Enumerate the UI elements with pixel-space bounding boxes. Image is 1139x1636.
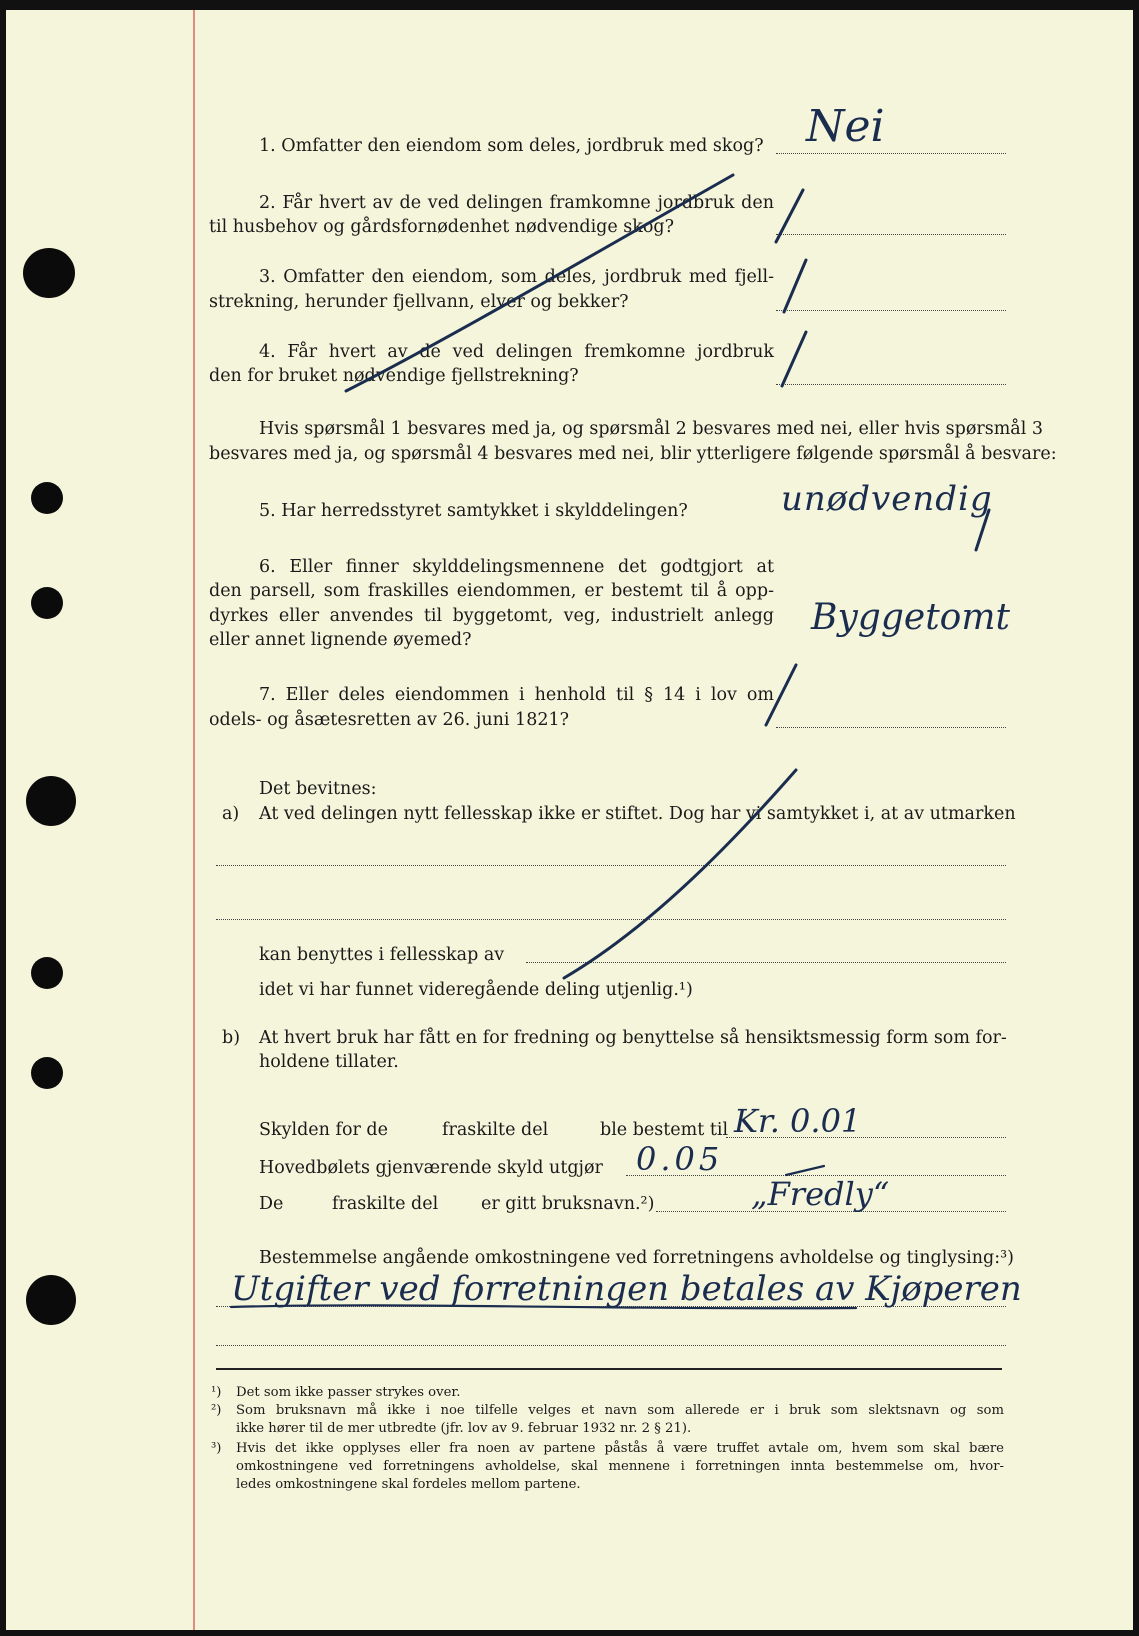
hoved-value: 0.05: [636, 1140, 724, 1178]
question-6-line-3: dyrkes eller anvendes til byggetomt, veg, industrielt anlegg: [209, 606, 774, 626]
punch-hole: [23, 248, 75, 298]
bestemmelse-label: Bestemmelse angående omkostningene ved forretningens avholdelse og tinglysing:³): [259, 1248, 1014, 1268]
question-3-line-1: 3. Omfatter den eiendom, som deles, jordbruk med fjell-: [259, 267, 774, 287]
instruction-line-2: besvares med ja, og spørsmål 4 besvares med nei, blir ytterligere følgende spørsmål å besvare:: [209, 444, 1057, 464]
check-mark-q3: [784, 260, 806, 312]
question-7-line-2: odels- og åsætesretten av 26. juni 1821?: [209, 710, 569, 730]
question-6-line-2: den parsell, som fraskilles eiendommen, er bestemt til å opp-: [209, 581, 774, 601]
footnote-2-line-2: ikke hører til de mer utbredte (jfr. lov av 9. februar 1932 nr. 2 § 21).: [236, 1421, 692, 1436]
footnote-rule: [216, 1368, 1002, 1370]
handwritten-answer-6: Byggetomt: [811, 597, 1010, 638]
attest-b-line-2: holdene tillater.: [259, 1052, 399, 1072]
navn-label-1: De: [259, 1194, 284, 1214]
question-2-line-2: til husbehov og gårdsfornødenhet nødvendige skog?: [209, 217, 674, 237]
attest-heading: Det bevitnes:: [259, 779, 377, 799]
attest-b-line-1: At hvert bruk har fått en for fredning og benyttelse så hensiktsmessig form som for-: [259, 1028, 1007, 1048]
handwritten-answer-1: Nei: [806, 101, 885, 152]
fellesskap-line[interactable]: [526, 962, 1006, 963]
check-mark-q4: [782, 332, 806, 386]
attest-b-marker: b): [222, 1028, 241, 1048]
question-1: 1. Omfatter den eiendom som deles, jordbruk med skog?: [259, 136, 764, 156]
bestemmelse-line-2[interactable]: [216, 1345, 1006, 1346]
instruction-line-1: Hvis spørsmål 1 besvares med ja, og spørsmål 2 besvares med nei, eller hvis spørsmål 3: [259, 419, 1044, 439]
skyld-value: Kr. 0.01: [734, 1102, 862, 1140]
footnote-2-line-1: Som bruksnavn må ikke i noe tilfelle velges et navn som allerede er i bruk som slektsnavn og som: [236, 1403, 1004, 1418]
question-2-line-1: 2. Får hvert av de ved delingen framkomne jordbruk den: [259, 193, 774, 213]
punch-hole: [26, 776, 76, 826]
punch-hole: [31, 957, 63, 989]
hoved-label: Hovedbølets gjenværende skyld utgjør: [259, 1158, 603, 1178]
footnote-3-mark: ³): [211, 1441, 222, 1456]
skyld-label-1: Skylden for de: [259, 1120, 388, 1140]
form-page: [6, 10, 1133, 1630]
navn-label-3: er gitt bruksnavn.²): [481, 1194, 655, 1214]
attest-a-line-3: kan benyttes i fellesskap av: [259, 945, 505, 965]
footnote-1-mark: ¹): [211, 1385, 222, 1400]
punch-hole: [31, 587, 63, 619]
question-3-line-2: strekning, herunder fjellvann, elver og bekker?: [209, 292, 629, 312]
punch-hole: [31, 1057, 63, 1089]
footnote-3-line-2: omkostningene ved forretningens avholdelse, skal mennene i forretningen innta bestemmelse om, hvor-: [236, 1459, 1004, 1474]
skyld-label-3: ble bestemt til: [600, 1120, 729, 1140]
strike-line-utmark: [564, 770, 796, 978]
question-4-line-1: 4. Får hvert av de ved delingen fremkomne jordbruk: [259, 342, 774, 362]
attest-a-marker: a): [222, 804, 240, 824]
navn-label-2: fraskilte del: [332, 1194, 439, 1214]
bestemmelse-value: Utgifter ved forretningen betales av Kjøperen: [231, 1269, 1022, 1309]
attest-a-line-4: idet vi har funnet videregående deling utjenlig.¹): [259, 980, 693, 1000]
attest-a-text: At ved delingen nytt fellesskap ikke er stiftet. Dog har vi samtykket i, at av utmarken: [259, 804, 1016, 824]
skyld-label-2: fraskilte del: [442, 1120, 549, 1140]
punch-hole: [26, 1275, 76, 1325]
answer-line-1[interactable]: [776, 153, 1006, 154]
answer-line-7[interactable]: [776, 727, 1006, 728]
utmark-line-2[interactable]: [216, 919, 1006, 920]
question-6-line-1: 6. Eller finner skylddelingsmennene det godtgjort at: [259, 557, 774, 577]
question-6-line-4: eller annet lignende øyemed?: [209, 630, 472, 650]
punch-hole: [31, 482, 63, 514]
question-5: 5. Har herredsstyret samtykket i skylddelingen?: [259, 501, 688, 521]
footnote-3-line-3: ledes omkostningene skal fordeles mellom partene.: [236, 1477, 581, 1492]
answer-line-4[interactable]: [776, 384, 1006, 385]
question-4-line-2: den for bruket nødvendige fjellstrekning?: [209, 366, 579, 386]
footnote-2-mark: ²): [211, 1403, 222, 1418]
answer-line-3[interactable]: [776, 310, 1006, 311]
question-7-line-1: 7. Eller deles eiendommen i henhold til § 14 i lov om: [259, 685, 774, 705]
margin-line: [193, 10, 195, 1630]
dash-mark: [786, 1166, 824, 1175]
utmark-line-1[interactable]: [216, 865, 1006, 866]
footnote-1-line-1: Det som ikke passer strykes over.: [236, 1385, 461, 1400]
footnote-3-line-1: Hvis det ikke opplyses eller fra noen av partene påstås å være truffet avtale om, hvem som skal bære: [236, 1441, 1004, 1456]
navn-value: „Fredly“: [751, 1175, 890, 1213]
handwritten-answer-5: unødvendig: [781, 479, 993, 519]
answer-line-2[interactable]: [776, 234, 1006, 235]
